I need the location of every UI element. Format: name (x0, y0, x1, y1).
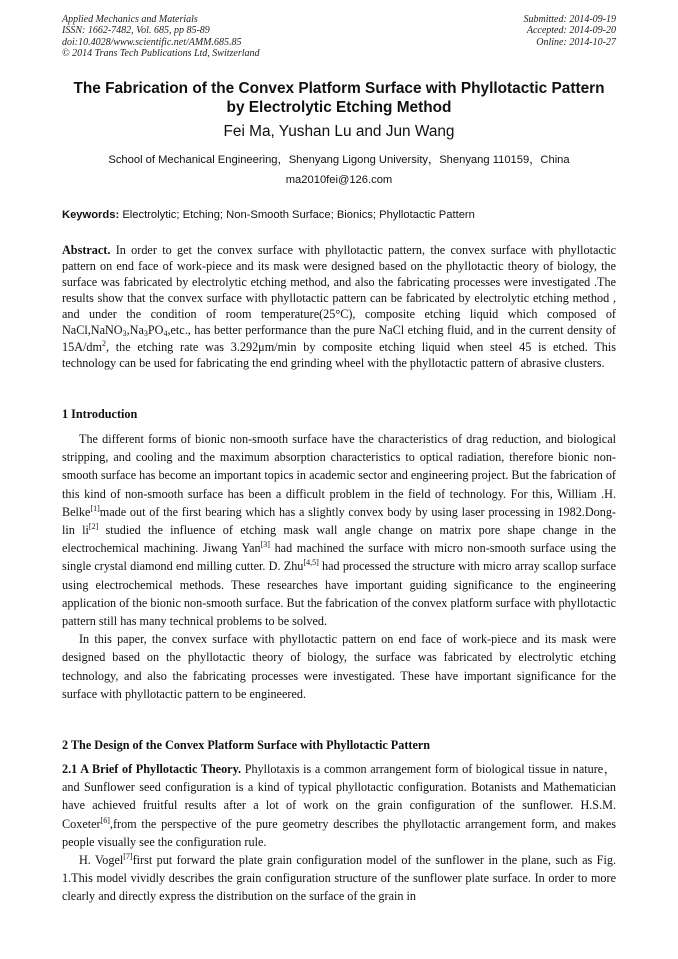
paragraph-text: Phyllotaxis is a common arrangement form of biological tissue in nature，and Sunflower seed configuration is a kind of typical phyllotactic configuration. Botanists and Mathematician have achieved fruitful results after a lot of work on the grain configuration of the sunflower. H.S.M. Coxeter (62, 762, 616, 831)
journal-doi: doi:10.4028/www.scientific.net/AMM.685.85 (62, 36, 242, 48)
citation: [6] (100, 815, 110, 825)
paper-title (40, 80, 638, 117)
keywords (62, 207, 616, 223)
keywords-text: Electrolytic; Etching; Non-Smooth Surface; Bionics; Phyllotactic Pattern (122, 209, 475, 221)
citation: [2] (88, 522, 99, 532)
paragraph-text: first put forward the plate grain configuration model of the sunflower in the plane, such as Fig. 1.This model vividly describes the grain configuration structure of the sunflower plate surface. In order to more clearly and directly express the distribution on the surface of the grain in (62, 853, 616, 904)
accepted-date: Accepted: 2014-09-20 (526, 25, 616, 37)
section-heading-design: 2 The Design of the Convex Platform Surface with Phyllotactic Pattern (62, 738, 431, 752)
journal-copyright: © 2014 Trans Tech Publications Ltd, Switzerland (62, 48, 260, 60)
superscript: 2 (101, 338, 106, 348)
paragraph-text: had machined the surface with micro non-smooth surface using the single crystal diamond end milling cutter. D. Zhu (62, 541, 616, 574)
paragraph-text: studied the influence of etching mask wall angle change on matrix pore shape change in the electrochemical machining. Jiwang Yan (62, 523, 617, 556)
abstract-label: Abstract. (62, 243, 111, 257)
submitted-date: Submitted: 2014-09-19 (523, 14, 616, 25)
affiliation-block (40, 150, 638, 190)
abstract-text: In order to get the convex surface with phyllotactic pattern, the convex surface with phyllotactic pattern on end face of work-piece and its mask were designed based on the phyllotactic theory of biology, the surface was fabricated by electrolytic etching method, and also the fabricating processes were investigated .The results show that the convex surface with phyllotactic pattern can be fabricated by electrolytic etching method , and under the condition of room temperature(25°C), composite etching liquid which composed of NaCl,NaNO (62, 243, 616, 338)
paragraph (62, 430, 616, 630)
abstract-text: ,etc., has better performance than the pure NaCl etching fluid, and in the current density of 15A/dm (62, 323, 616, 354)
journal-header-left (62, 14, 260, 60)
paragraph-text: H. Vogel (79, 853, 124, 868)
introduction-body (62, 430, 616, 703)
journal-header-right (524, 14, 617, 48)
paper-title-line-2: by Electrolytic Etching Method (226, 98, 452, 116)
section-heading-introduction: 1 Introduction (62, 407, 138, 421)
subscript: 3 (122, 329, 127, 339)
citation: [3] (260, 540, 270, 550)
keywords-label: Keywords: (62, 209, 120, 221)
subsection-heading: 2.1 A Brief of Phyllotactic Theory. (62, 762, 242, 776)
paragraph-text: The different forms of bionic non-smooth surface have the characteristics of drag reduction, and biological stripping, and cooling and the maximum absorption characteristics to optical radiation, therefore bionic non-smooth surface has become an important topics in academic sector and engineering project. But the fabrication of this kind of non-smooth surface has been a difficult problem in the field of technology. For this, William .H. Belke (62, 432, 616, 519)
citation: [7] (123, 852, 133, 862)
paragraph (62, 760, 616, 851)
email: ma2010fei@126.com (285, 174, 393, 186)
paragraph-text: ,from the perspective of the pure geometry describes the phyllotactic arrangement form, and makes people visually see the configuration rule. (62, 816, 616, 849)
abstract-text: , the etching rate was 3.292μm/min by composite etching liquid when steel 45 is etched. This technology can be used for fabricating the end grinding wheel with the phyllotactic pattern of abrasive clusters. (62, 339, 616, 370)
paragraph (62, 851, 616, 906)
authors: Fei Ma, Yushan Lu and Jun Wang (223, 123, 455, 140)
paragraph-text: made out of the first bearing which has a slightly convex body by using laser processing in 1982.Dong-lin li (62, 504, 616, 538)
affiliation: School of Mechanical Engineering，Shenyang Ligong University，Shenyang 110159，China (108, 154, 570, 166)
paper-title-line-1: The Fabrication of the Convex Platform Surface with Phyllotactic Pattern (73, 80, 605, 97)
abstract-text: ,Na (126, 323, 144, 338)
subscript: 3 (143, 329, 148, 339)
journal-issn: ISSN: 1662-7482, Vol. 685, pp 85-89 (62, 25, 210, 37)
paragraph-text: had processed the structure with micro array scallop surface using electrochemical methods. These researches have important guiding significance to the engineering application of the bionic non-smooth surface. But the fabrication of the convex platform surface with phyllotactic pattern still has many technical problems to be solved. (62, 559, 616, 629)
citation: [4,5] (303, 558, 319, 568)
online-date: Online: 2014-10-27 (536, 36, 616, 48)
paragraph: In this paper, the convex surface with phyllotactic pattern on end face of work-piece and its mask were designed based on the phyllotactic theory of biology, the surface was fabricated by electrolytic etching technology, and also the fabricating processes were investigated. These have important significance for the surface with phyllotactic pattern to be engineered. (62, 632, 616, 701)
design-body (62, 760, 616, 906)
abstract (62, 242, 616, 371)
citation: [1] (90, 503, 100, 513)
subscript: 4 (163, 329, 168, 339)
abstract-text: PO (147, 323, 164, 338)
journal-name: Applied Mechanics and Materials (62, 14, 198, 25)
